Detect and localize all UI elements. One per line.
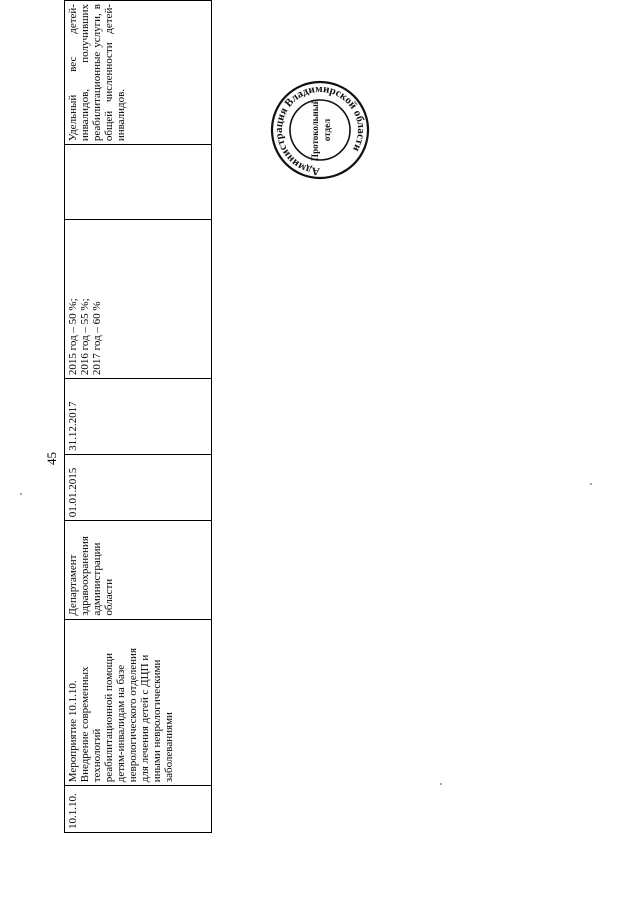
scan-speck: [20, 493, 22, 495]
scan-speck: [590, 483, 592, 485]
seal-center-line2: отдел: [322, 118, 332, 142]
cell-indicator: Удельный вес детей-инвалидов, получивших реабилитационные услуги, в общей численности детей-инвалидов.: [65, 1, 212, 145]
cell-end-date: 31.12.2017: [65, 379, 212, 455]
dept-line: Департамент: [67, 554, 79, 616]
scan-speck: [440, 783, 442, 785]
page-number: 45: [44, 452, 59, 465]
name-line: технологий: [91, 728, 103, 783]
cell-target-values: [65, 220, 212, 379]
cell-empty: [65, 145, 212, 220]
target-line: 2016 год – 55 %;: [79, 298, 91, 376]
measures-table: [64, 0, 212, 833]
name-line: заболеваниями: [163, 712, 175, 783]
dept-line: области: [103, 578, 115, 616]
name-line: для лечения детей с ДЦП и: [139, 654, 151, 783]
seal-center-line1: Протокольный: [310, 99, 320, 161]
table-row: [65, 1, 212, 833]
official-seal: [270, 80, 370, 180]
name-line: детям-инвалидам на базе: [115, 664, 127, 783]
cell-measure-name: [65, 619, 212, 786]
name-line: Мероприятие 10.1.10.: [67, 680, 79, 783]
name-line: Внедрение современных: [79, 666, 91, 783]
target-line: 2017 год – 60 %: [91, 301, 103, 376]
dept-line: здравоохранения: [79, 536, 91, 616]
cell-start-date: 01.01.2015: [65, 454, 212, 520]
name-line: иными неврологическими: [151, 659, 163, 783]
dept-line: администрации: [91, 542, 103, 616]
name-line: реабилитационной помощи: [103, 652, 115, 783]
seal-ring-text: Администрация Владимирской области: [272, 82, 368, 178]
name-line: неврологического отделения: [127, 647, 139, 783]
target-line: 2015 год – 50 %;: [67, 298, 79, 376]
seal-inner-ring: [290, 100, 350, 160]
seal-outer-ring: [272, 82, 368, 178]
cell-department: [65, 521, 212, 619]
cell-number: 10.1.10.: [65, 786, 212, 833]
